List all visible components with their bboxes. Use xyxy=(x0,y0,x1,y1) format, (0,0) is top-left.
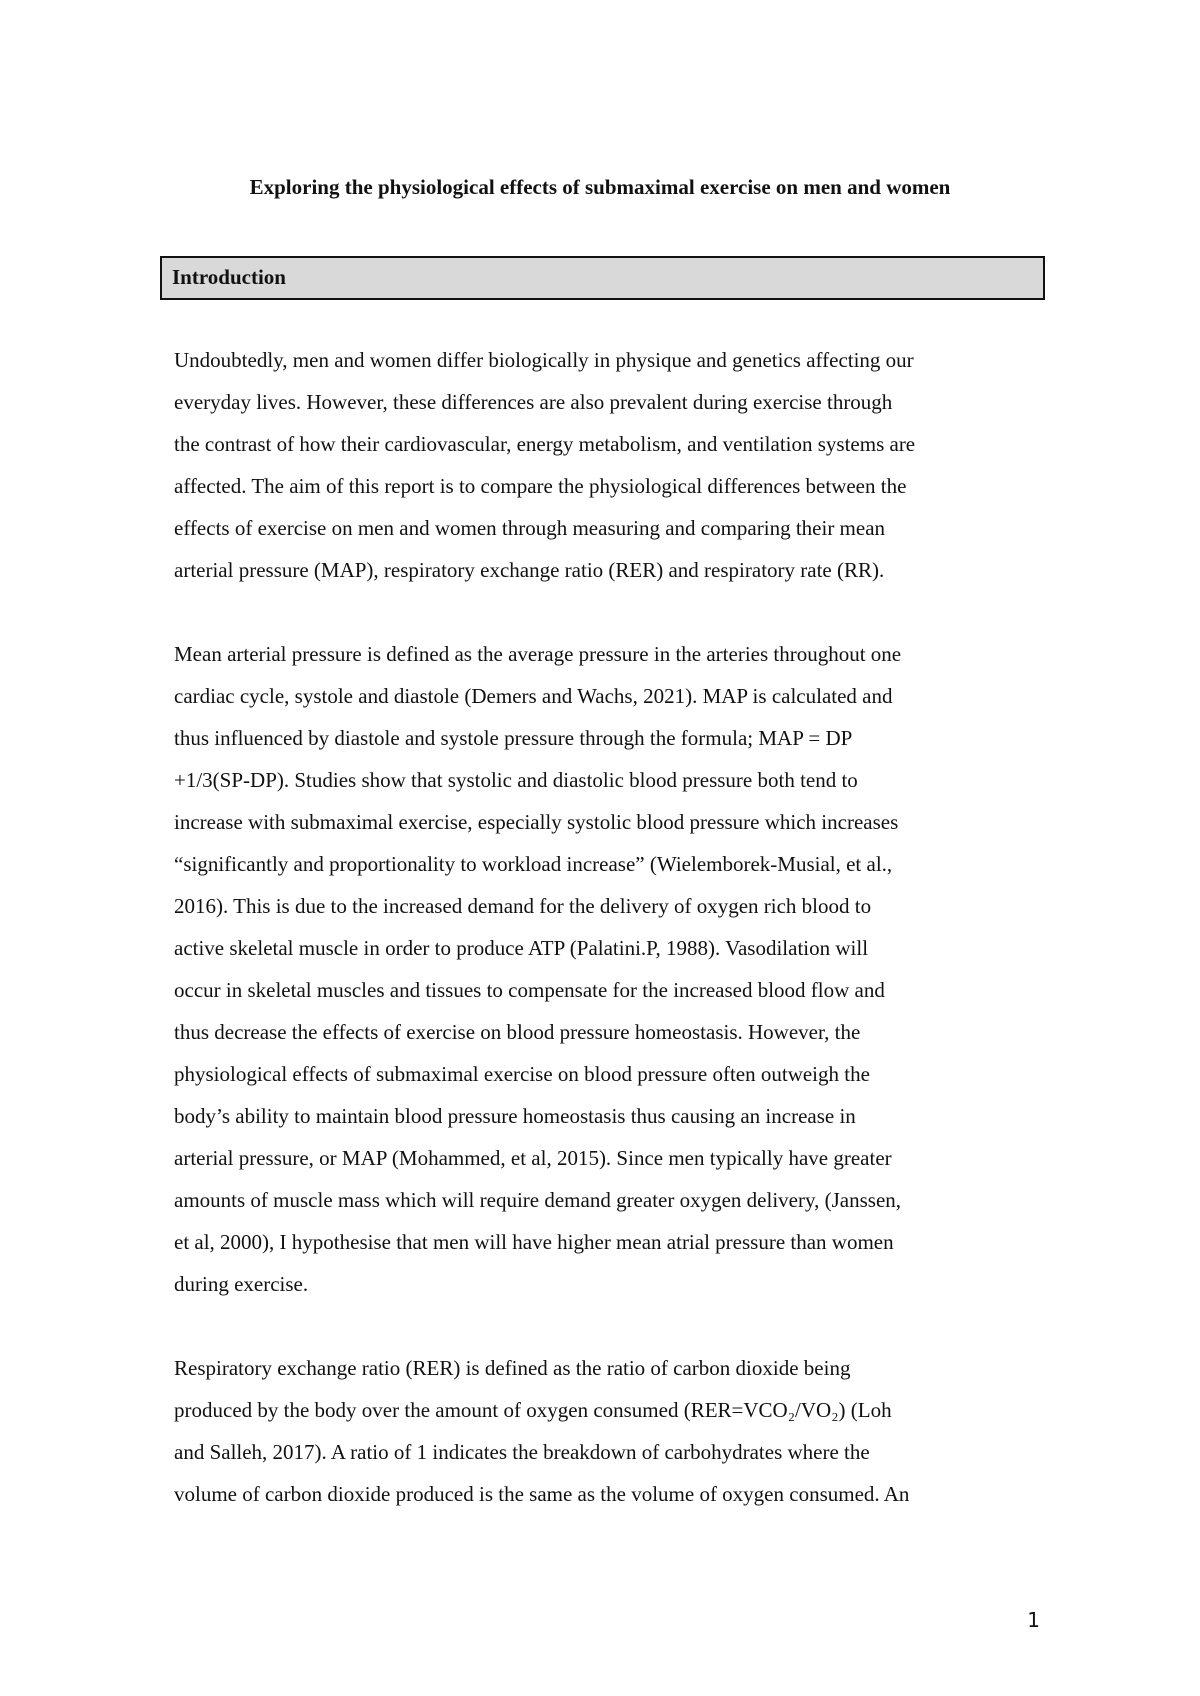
text-line: physiological effects of submaximal exercise on blood pressure often outweigh the xyxy=(174,1062,870,1086)
text-line: during exercise. xyxy=(174,1272,309,1296)
text-line: Undoubtedly, men and women differ biologically in physique and genetics affecting our xyxy=(174,348,914,372)
document-title: Exploring the physiological effects of submaximal exercise on men and women xyxy=(249,175,951,199)
section-heading-box xyxy=(160,256,1045,300)
text-line: body’s ability to maintain blood pressure homeostasis thus causing an increase in xyxy=(174,1104,856,1128)
text-line: amounts of muscle mass which will require demand greater oxygen delivery, (Janssen, xyxy=(174,1188,902,1212)
paragraph-intro xyxy=(174,339,1054,591)
paragraph-rer xyxy=(174,1347,1054,1515)
text-line: arterial pressure (MAP), respiratory exchange ratio (RER) and respiratory rate (RR). xyxy=(174,558,885,582)
text-line: produced by the body over the amount of oxygen consumed (RER=VCO₂/VO₂) (Loh xyxy=(174,1398,892,1422)
text-line: arterial pressure, or MAP (Mohammed, et al, 2015). Since men typically have greater xyxy=(174,1146,892,1170)
text-line: Respiratory exchange ratio (RER) is defined as the ratio of carbon dioxide being xyxy=(174,1356,851,1380)
text-line: effects of exercise on men and women through measuring and comparing their mean xyxy=(174,516,886,540)
page-number: 1 xyxy=(1027,1608,1040,1632)
text-line: volume of carbon dioxide produced is the same as the volume of oxygen consumed. An xyxy=(174,1482,910,1506)
text-line: “significantly and proportionality to workload increase” (Wielemborek-Musial, et al., xyxy=(174,852,893,876)
text-line: cardiac cycle, systole and diastole (Demers and Wachs, 2021). MAP is calculated and xyxy=(174,684,893,708)
section-heading: Introduction xyxy=(172,265,286,289)
text-line: Mean arterial pressure is defined as the average pressure in the arteries throughout one xyxy=(174,642,902,666)
text-line: thus decrease the effects of exercise on blood pressure homeostasis. However, the xyxy=(174,1020,861,1044)
text-line: and Salleh, 2017). A ratio of 1 indicates the breakdown of carbohydrates where the xyxy=(174,1440,870,1464)
text-line: thus influenced by diastole and systole pressure through the formula; MAP = DP xyxy=(174,726,853,750)
text-line: 2016). This is due to the increased demand for the delivery of oxygen rich blood to xyxy=(174,894,872,918)
text-line: the contrast of how their cardiovascular, energy metabolism, and ventilation systems are xyxy=(174,432,916,456)
text-line: everyday lives. However, these differences are also prevalent during exercise through xyxy=(174,390,893,414)
text-line: active skeletal muscle in order to produce ATP (Palatini.P, 1988). Vasodilation will xyxy=(174,936,869,960)
text-line: affected. The aim of this report is to compare the physiological differences between the xyxy=(174,474,907,498)
text-line: increase with submaximal exercise, especially systolic blood pressure which increases xyxy=(174,810,899,834)
text-line: occur in skeletal muscles and tissues to compensate for the increased blood flow and xyxy=(174,978,885,1002)
paragraph-map xyxy=(174,633,1054,1305)
text-line: et al, 2000), I hypothesise that men will have higher mean atrial pressure than women xyxy=(174,1230,894,1254)
text-line: +1/3(SP-DP). Studies show that systolic and diastolic blood pressure both tend to xyxy=(174,768,858,792)
